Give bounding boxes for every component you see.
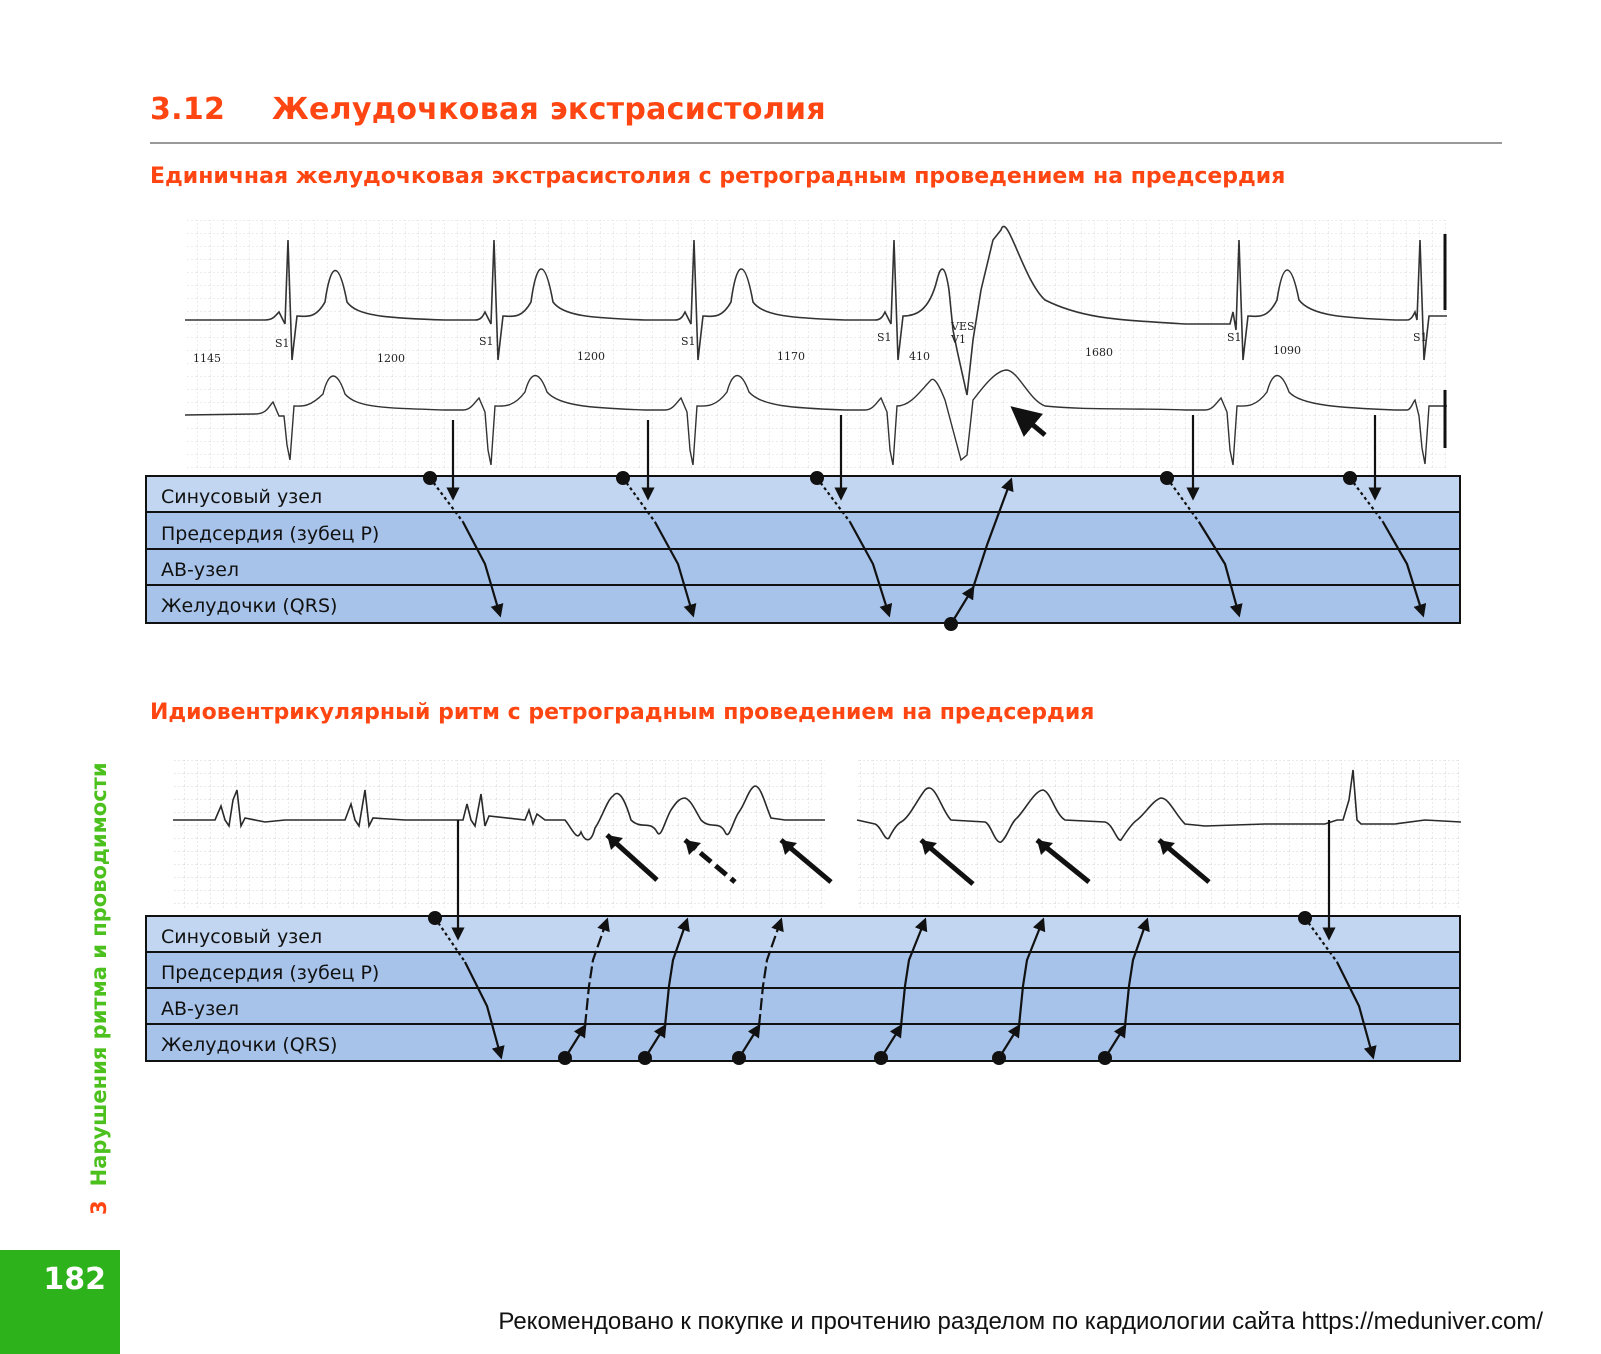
ecg-strip-2a (173, 760, 831, 910)
rr-4: 1170 (777, 350, 805, 363)
rr-1: 1145 (193, 352, 221, 365)
section-number: 3.12 (150, 92, 226, 127)
figure1-title: Единичная желудочковая экстрасистолия с ретроградным проведением на предсердия (150, 164, 1286, 189)
chapter-title: Нарушения ритма и проводимости (87, 762, 111, 1187)
ladder-diagram-1 (146, 476, 1460, 623)
ladder2-row-sinus: Синусовый узел (161, 926, 323, 948)
ladder2-row-ventricles: Желудочки (QRS) (161, 1034, 338, 1056)
ecg-strip-2b (857, 760, 1461, 910)
s1-mark-5: S1 (1227, 331, 1242, 344)
rr-2: 1200 (377, 352, 405, 365)
ladder2-row-atria: Предсердия (зубец P) (161, 962, 380, 984)
s1-mark-6: S1 (1413, 331, 1428, 344)
footer-note: Рекомендовано к покупке и прочтению разделом по кардиологии сайта https://meduniver.com/ (498, 1308, 1543, 1335)
figure2-panel (145, 760, 1465, 1090)
ladder1-row-atria: Предсердия (зубец P) (161, 523, 380, 545)
ladder2-row-av: АВ-узел (161, 998, 240, 1020)
s1-mark-1: S1 (275, 337, 290, 350)
s1-mark-3: S1 (681, 335, 696, 348)
vpc-mark: VES (951, 320, 975, 333)
s1-mark-2: S1 (479, 335, 494, 348)
figure1-panel (145, 220, 1465, 640)
section-heading (150, 92, 826, 127)
chapter-side-tab (87, 762, 111, 1215)
ladder1-row-sinus: Синусовый узел (161, 486, 323, 508)
section-title: Желудочковая экстрасистолия (272, 92, 826, 127)
rr-6: 1680 (1085, 346, 1113, 359)
chapter-number: 3 (87, 1200, 111, 1215)
ladder1-row-ventricles: Желудочки (QRS) (161, 595, 338, 617)
figure2-title: Идиовентрикулярный ритм с ретроградным проведением на предсердия (150, 700, 1095, 725)
ladder1-row-av: АВ-узел (161, 559, 240, 581)
page-number: 182 (43, 1262, 106, 1297)
rr-5: 410 (909, 350, 930, 363)
s1-mark-4: S1 (877, 331, 892, 344)
rr-7: 1090 (1273, 344, 1301, 357)
ecg-strip-1 (185, 220, 1447, 470)
v1-mark: V1 (951, 333, 966, 346)
page-number-box (0, 1250, 120, 1354)
rr-3: 1200 (577, 350, 605, 363)
heading-rule (150, 142, 1502, 144)
ladder-diagram-2 (146, 916, 1460, 1061)
